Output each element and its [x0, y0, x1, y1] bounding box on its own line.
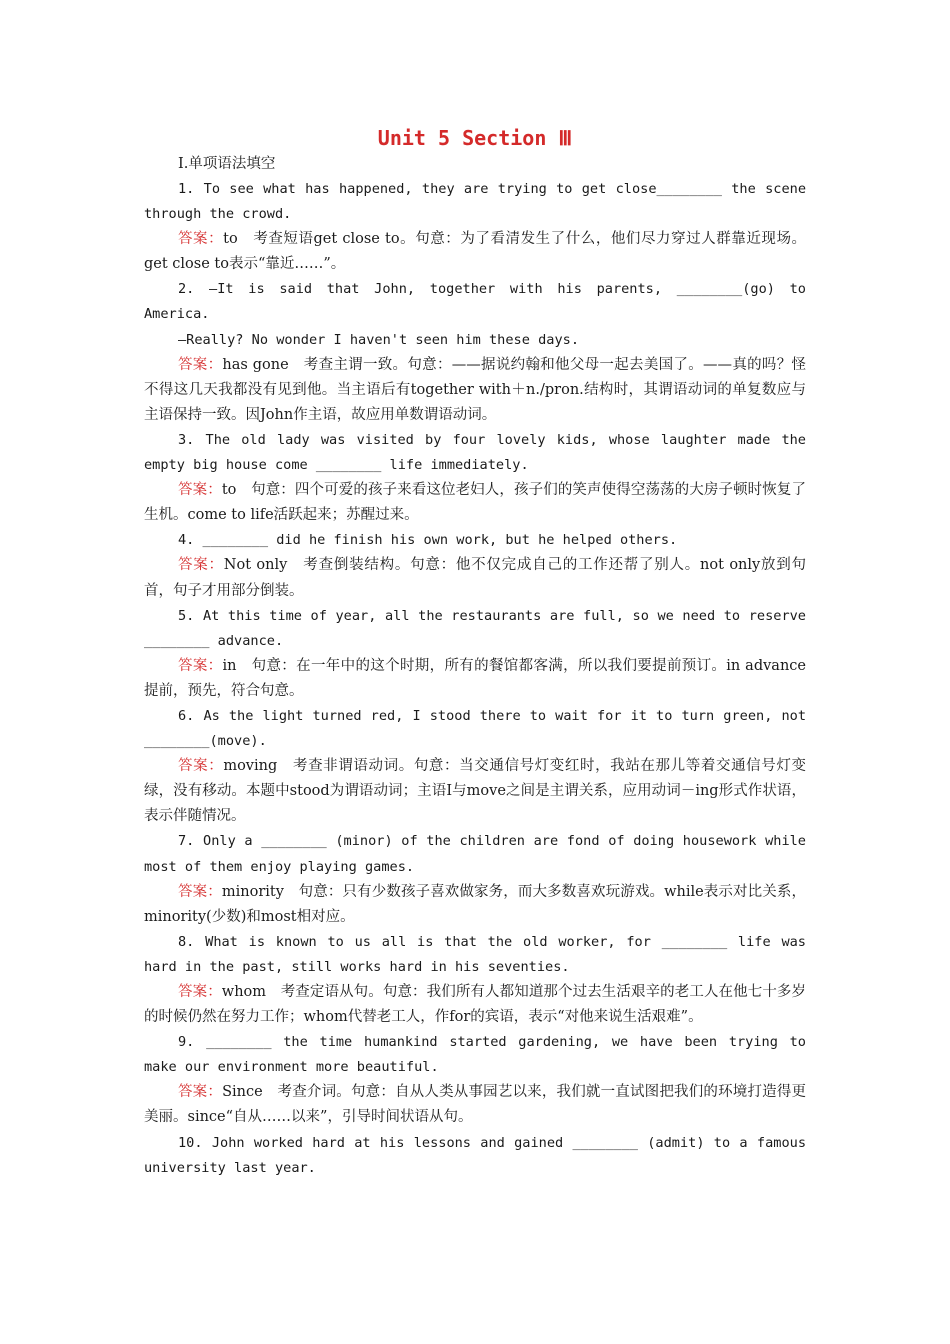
answer-block [144, 553, 806, 603]
question-item-6 [144, 704, 806, 829]
question-text: 3. The old lady was visited by four lovely kids, whose laughter made the empty big house come ________ life immediately. [144, 431, 806, 474]
answer-label: 答案： [178, 984, 222, 1000]
question-item-8 [144, 930, 806, 1030]
question-item-3 [144, 428, 806, 528]
answer-block [144, 227, 806, 277]
answer-block [144, 478, 806, 528]
answer-block [144, 980, 806, 1030]
question-text: 10. John worked hard at his lessons and gained ________ (admit) to a famous university last year. [144, 1134, 806, 1176]
answer-text: moving 考查非谓语动词。句意：当交通信号灯变红时，我站在那儿等着交通信号灯变绿，没有移动。本题中stood为谓语动词；主语I与move之间是主谓关系，应用动词－ing形式作状语，表示伴随情况。 [144, 758, 806, 825]
question-item-2 [144, 277, 806, 428]
answer-block [144, 654, 806, 704]
answer-block [144, 754, 806, 829]
question-item-7 [144, 829, 806, 929]
answer-text: whom 考查定语从句。句意：我们所有人都知道那个过去生活艰辛的老工人在他七十多岁的时候仍然在努力工作；whom代替老工人，作for的宾语，表示“对他来说生活艰难”。 [144, 984, 807, 1026]
question-text: 1. To see what has happened, they are trying to get close________ the scene through the crowd. [144, 181, 806, 223]
answer-text: Not only 考查倒装结构。句意：他不仅完成自己的工作还帮了别人。not only放到句首，句子才用部分倒装。 [144, 557, 806, 599]
page-title: Unit 5 Section Ⅲ [377, 126, 573, 150]
answer-block [144, 1080, 806, 1130]
answer-label: 答案： [178, 482, 222, 499]
question-text: 2. —It is said that John, together with his parents, ________(go) to America. [144, 281, 806, 323]
question-item-1 [144, 177, 806, 277]
question-text: 9. ________ the time humankind started gardening, we have been trying to make our environment more beautiful. [144, 1034, 806, 1076]
answer-label: 答案： [178, 356, 223, 373]
question-text: 8. What is known to us all is that the old worker, for ________ life was hard in the past, still works hard in his seventies. [144, 933, 806, 975]
question-text: 4. ________ did he finish his own work, but he helped others. [178, 532, 678, 549]
answer-label: 答案： [178, 1084, 223, 1101]
question-item-10 [144, 1131, 806, 1181]
answer-block [144, 353, 806, 428]
answer-block [144, 880, 806, 930]
answer-label: 答案： [178, 883, 222, 900]
dialogue-follow-up: —Really? No wonder I haven't seen him these days. [178, 331, 580, 348]
answer-text: minority 句意：只有少数孩子喜欢做家务，而大多数喜欢玩游戏。while表示对比关系，minority(少数)和most相对应。 [144, 883, 806, 925]
document-page [144, 124, 806, 1181]
answer-label: 答案： [178, 231, 224, 248]
answer-text: to 考查短语get close to。句意：为了看清发生了什么，他们尽力穿过人群靠近现场。get close to表示“靠近……”。 [144, 231, 806, 273]
answer-text: Since 考查介词。句意：自从人类从事园艺以来，我们就一直试图把我们的环境打造得更美丽。since“自从……以来”，引导时间状语从句。 [144, 1084, 807, 1126]
question-item-9 [144, 1030, 806, 1130]
question-text: 6. As the light turned red, I stood there to wait for it to turn green, not ________(move). [144, 707, 806, 750]
answer-label: 答案： [178, 758, 224, 775]
question-text: 7. Only a ________ (minor) of the children are fond of doing housework while most of them enjoy playing games. [144, 833, 806, 875]
section-heading: Ⅰ.单项语法填空 [178, 156, 276, 172]
question-text: 5. At this time of year, all the restaurants are full, so we need to reserve ________ advance. [144, 607, 806, 649]
answer-text: in 句意：在一年中的这个时期，所有的餐馆都客满，所以我们要提前预订。in advance提前，预先，符合句意。 [144, 657, 806, 699]
question-item-5 [144, 604, 806, 704]
answer-label: 答案： [178, 557, 224, 574]
answer-text: to 句意：四个可爱的孩子来看这位老妇人，孩子们的笑声使得空荡荡的大房子顿时恢复了生机。come to life活跃起来；苏醒过来。 [144, 482, 807, 524]
question-item-4 [144, 528, 806, 603]
answer-label: 答案： [178, 657, 223, 674]
answer-text: has gone 考查主谓一致。句意：——据说约翰和他父母一起去美国了。——真的吗？怪不得这几天我都没有见到他。当主语后有together with＋n./pron.结构时，其谓语动词的单复数应与主语保持一致。因John作主语，故应用单数谓语动词。 [144, 356, 807, 423]
